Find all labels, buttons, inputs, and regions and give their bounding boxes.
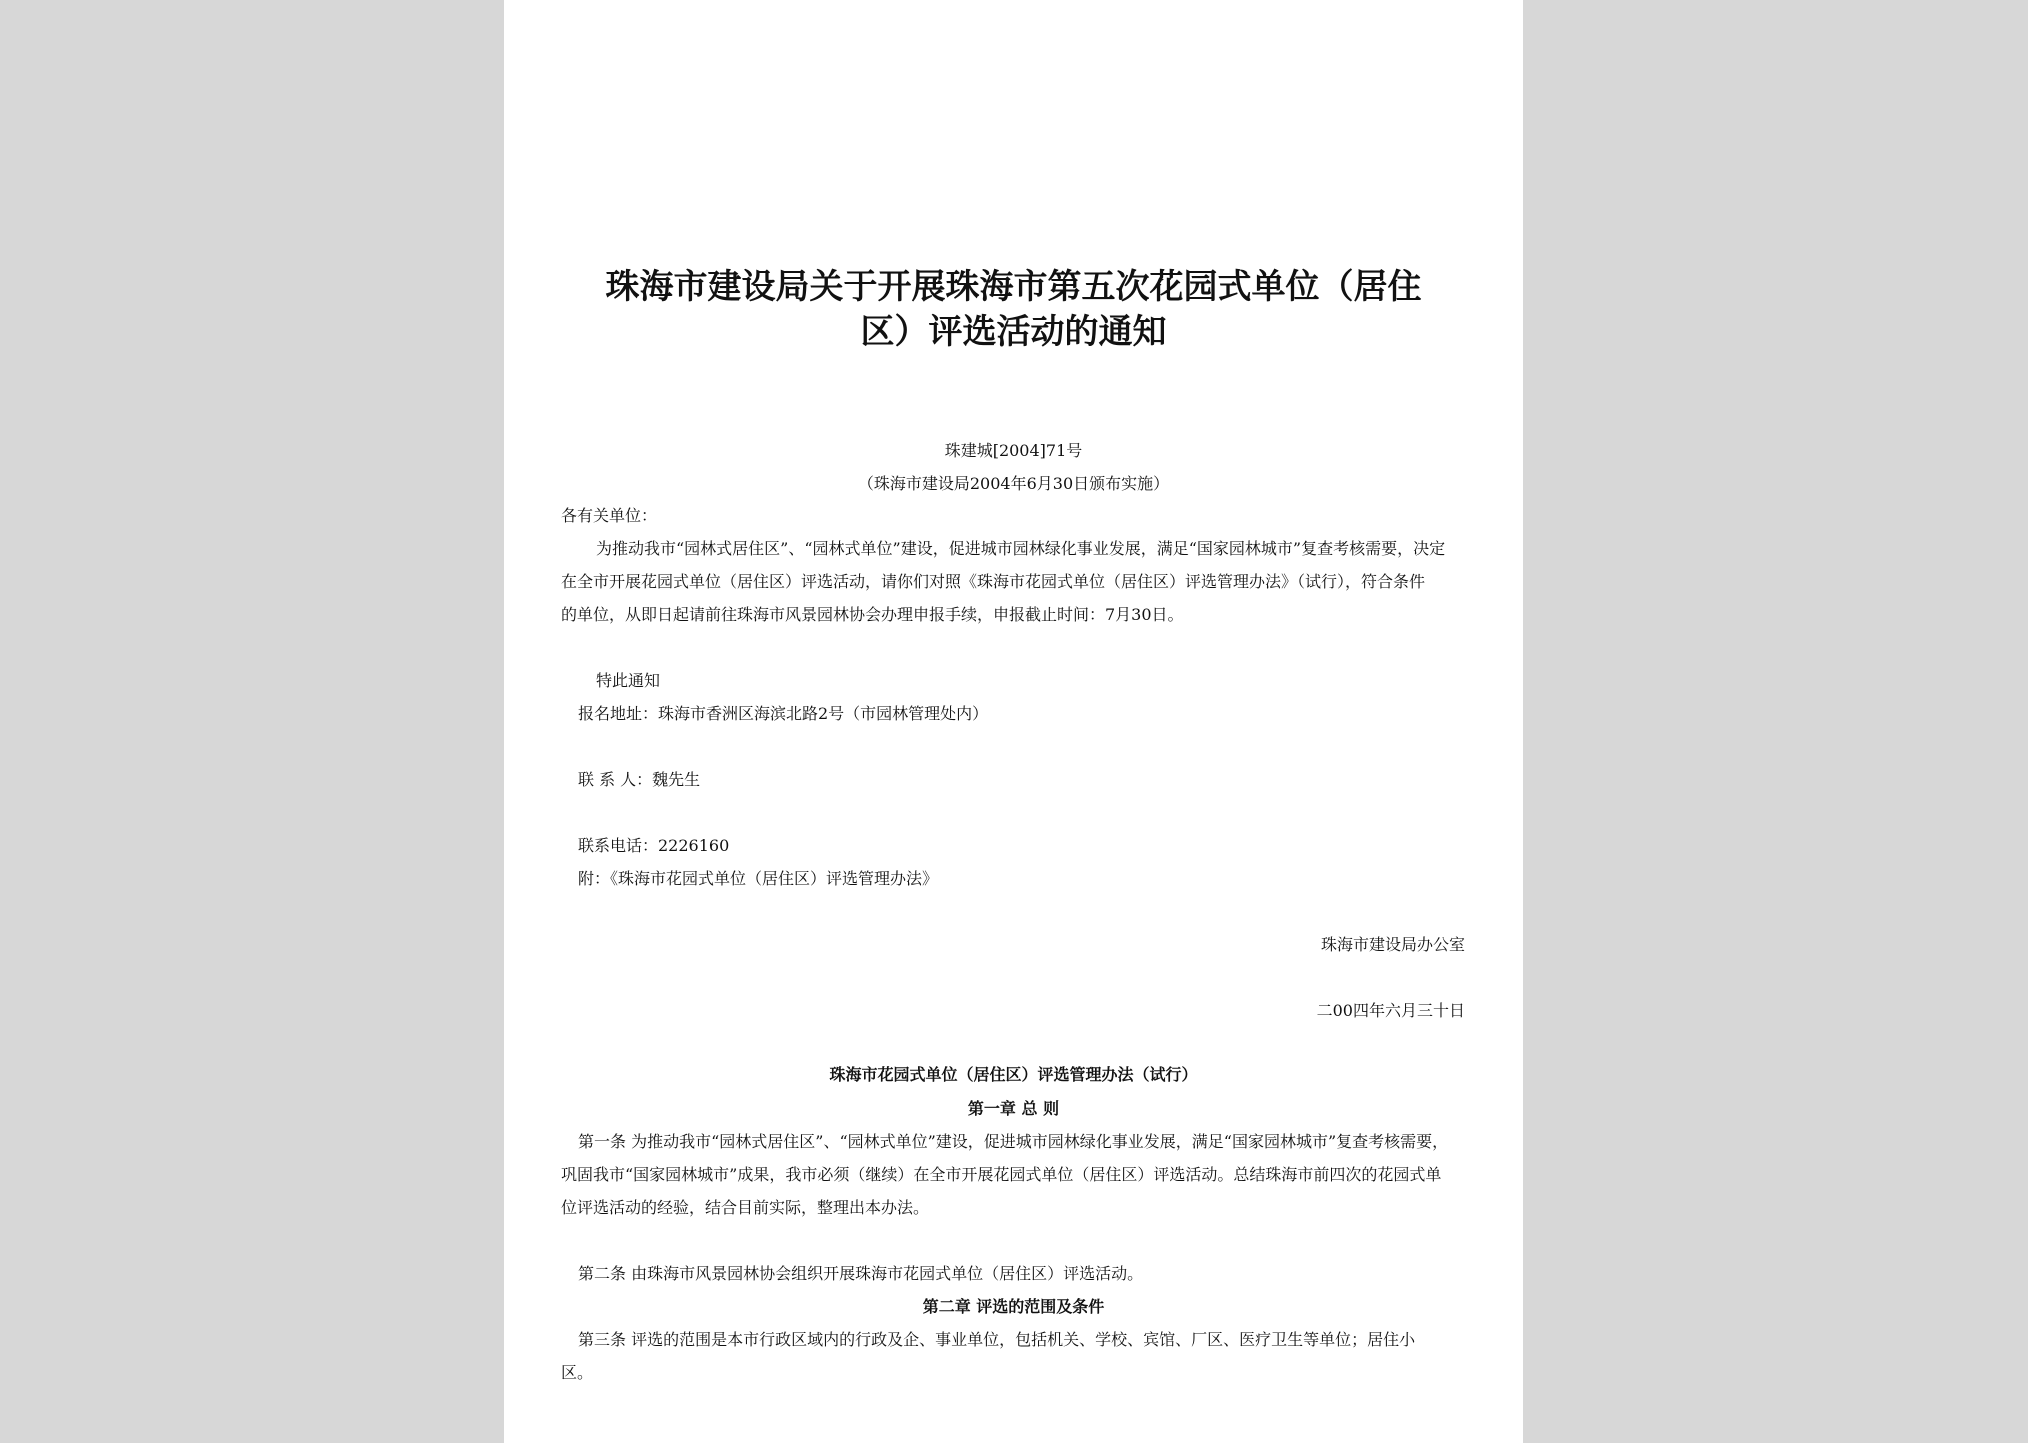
registration-address: 报名地址：珠海市香洲区海滨北路2号（市园林管理处内） — [578, 704, 989, 723]
salutation: 各有关单位： — [561, 506, 658, 525]
special-notice: 特此通知 — [596, 671, 661, 690]
document-page — [504, 0, 1523, 1443]
body-paragraph-line: 的单位，从即日起请前往珠海市风景园林协会办理申报手续，申报截止时间：7月30日。 — [561, 605, 1184, 624]
notice-title-line2: 区）评选活动的通知 — [860, 312, 1167, 352]
article-line: 巩固我市“国家园林城市”成果，我市必须（继续）在全市开展花园式单位（居住区）评选活动。总结珠海市前四次的花园式单 — [561, 1165, 1442, 1184]
issue-info: （珠海市建设局2004年6月30日颁布实施） — [857, 474, 1170, 493]
attachment: 附：《珠海市花园式单位（居住区）评选管理办法》 — [578, 869, 939, 888]
article-line: 第二条 由珠海市风景园林协会组织开展珠海市花园式单位（居住区）评选活动。 — [578, 1264, 1144, 1283]
chapter-heading: 第一章 总 则 — [967, 1099, 1060, 1118]
body-paragraph-line: 在全市开展花园式单位（居住区）评选活动，请你们对照《珠海市花园式单位（居住区）评选管理办法》（试行），符合条件 — [561, 572, 1426, 591]
signature-date: 二00四年六月三十日 — [1316, 1001, 1465, 1020]
document-number: 珠建城[2004]71号 — [944, 441, 1083, 460]
signature: 珠海市建设局办公室 — [1320, 935, 1465, 954]
article-line: 位评选活动的经验，结合目前实际，整理出本办法。 — [561, 1198, 930, 1217]
article-line: 第一条 为推动我市“园林式居住区”、“园林式单位”建设，促进城市园林绿化事业发展，满足“国家园林城市”复查考核需要， — [578, 1132, 1449, 1151]
article-line: 区。 — [561, 1363, 594, 1382]
notice-title-line1: 珠海市建设局关于开展珠海市第五次花园式单位（居住 — [605, 267, 1422, 307]
chapter-heading: 第二章 评选的范围及条件 — [922, 1297, 1105, 1316]
contact-person: 联 系 人：魏先生 — [578, 770, 701, 789]
contact-phone: 联系电话：2226160 — [578, 836, 730, 855]
regulation-title: 珠海市花园式单位（居住区）评选管理办法（试行） — [829, 1065, 1198, 1084]
article-line: 第三条 评选的范围是本市行政区域内的行政及企、事业单位，包括机关、学校、宾馆、厂区、医疗卫生等单位；居住小 — [578, 1330, 1416, 1349]
body-paragraph-line: 为推动我市“园林式居住区”、“园林式单位”建设，促进城市园林绿化事业发展，满足“国家园林城市”复查考核需要，决定 — [596, 539, 1446, 558]
